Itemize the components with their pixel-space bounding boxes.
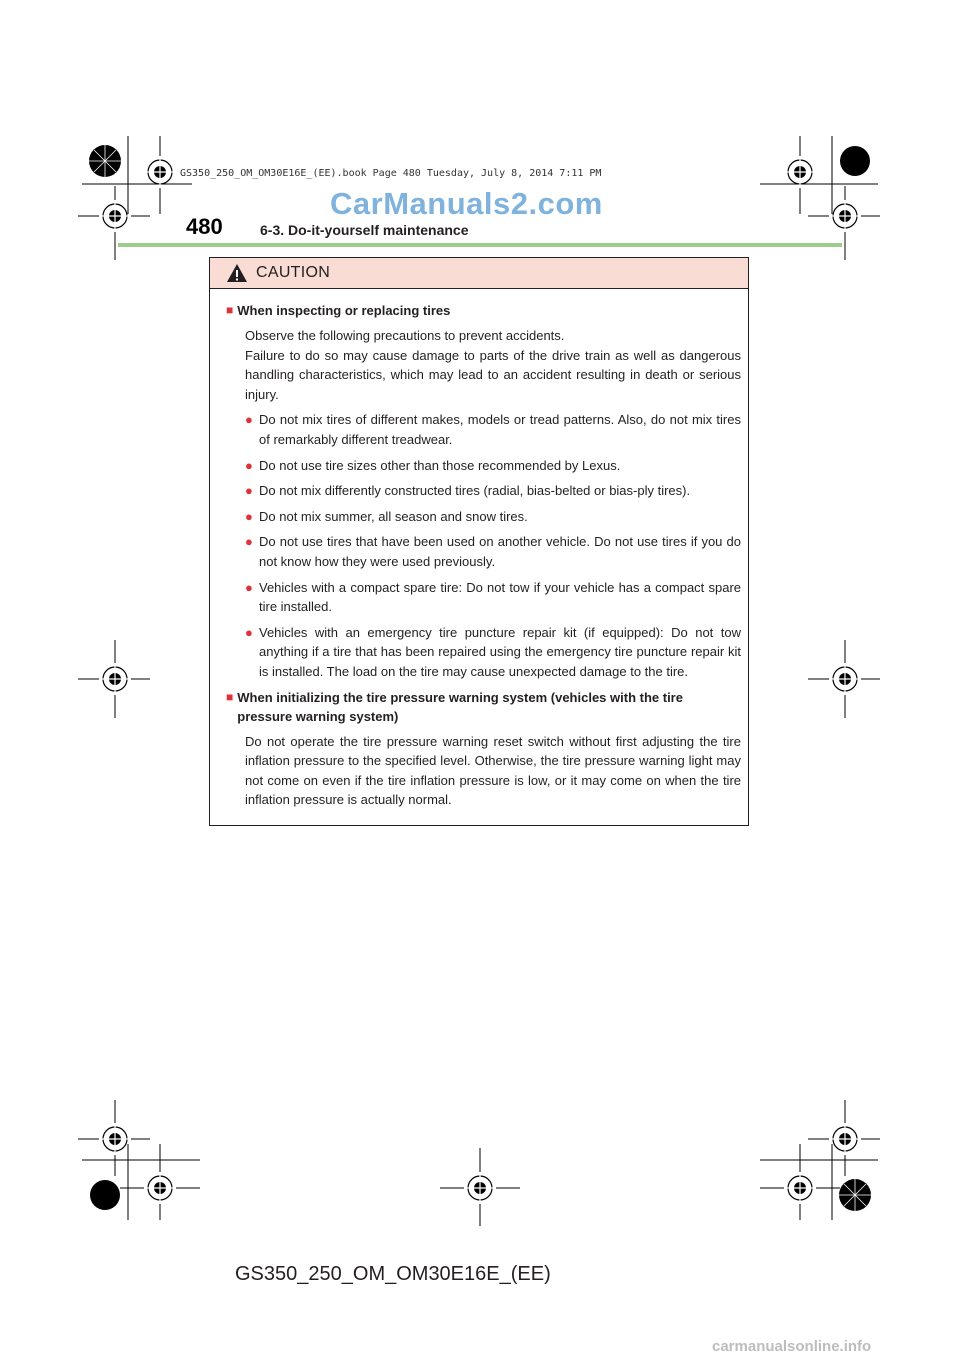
watermark-top[interactable]: CarManuals2.com <box>330 186 603 221</box>
section-heading <box>226 301 741 320</box>
square-bullet-icon: ■ <box>226 303 234 317</box>
list-item-text: Vehicles with a compact spare tire: Do not tow if your vehicle has a compact spare tire installed. <box>259 579 741 615</box>
intro-text: Observe the following precautions to prevent accidents. <box>245 328 565 343</box>
header-rule <box>118 243 842 247</box>
list-item <box>226 623 741 682</box>
round-bullet-icon: ● <box>245 534 253 550</box>
square-bullet-icon: ■ <box>226 689 234 704</box>
warning-paragraph: Do not operate the tire pressure warning reset switch without first adjusting the tire inflation pressure to the specified level. Otherwise, the tire pressure warning light may not come on even if the tire inflation pressure is low, or it may come on when the tire inflation pressure is actually normal. <box>245 733 741 808</box>
caution-header <box>210 258 748 289</box>
list-item <box>226 578 741 617</box>
caution-box <box>209 257 749 826</box>
list-item-text: Do not mix differently constructed tires (radial, bias-belted or bias-ply tires). <box>259 483 691 499</box>
warning-paragraph: Failure to do so may cause damage to parts of the drive train as well as dangerous handling characteristics, which may lead to an accident resulting in death or serious injury. <box>245 347 741 402</box>
round-bullet-icon: ● <box>245 508 253 524</box>
print-book-line: GS350_250_OM_OM30E16E_(EE).book Page 480 Tuesday, July 8, 2014 7:11 PM <box>180 168 602 179</box>
round-bullet-icon: ● <box>245 624 253 640</box>
section-heading-text: When initializing the tire pressure warning system (vehicles with the tire pressure warning system) <box>237 689 683 724</box>
list-item-text: Do not mix summer, all season and snow tires. <box>259 508 528 524</box>
list-item <box>226 456 741 476</box>
list-item-text: Vehicles with an emergency tire puncture repair kit (if equipped): Do not tow anything if a tire that has been repaired using the emergency tire puncture repair kit is installed. The load on the tire may cause unexpected damage to the tire. <box>259 624 741 679</box>
list-item-text: Do not use tire sizes other than those recommended by Lexus. <box>259 457 621 473</box>
page-number: 480 <box>186 214 223 239</box>
warning-triangle-icon <box>226 263 248 283</box>
round-bullet-icon: ● <box>245 457 253 473</box>
footer-model-code: GS350_250_OM_OM30E16E_(EE) <box>235 1263 551 1285</box>
section-heading-text: When inspecting or replacing tires <box>237 303 451 318</box>
list-item <box>226 507 741 527</box>
round-bullet-icon: ● <box>245 412 253 428</box>
list-item-text: Do not use tires that have been used on another vehicle. Do not use tires if you do not know how they were used previously. <box>259 534 741 569</box>
round-bullet-icon: ● <box>245 483 253 499</box>
round-bullet-icon: ● <box>245 579 253 595</box>
section-heading <box>226 688 741 726</box>
list-item-text: Do not mix tires of different makes, models or tread patterns. Also, do not mix tires of remarkably different treadwear. <box>259 412 741 447</box>
list-item <box>226 410 741 449</box>
list-item <box>226 532 741 571</box>
section-title: 6-3. Do-it-yourself maintenance <box>260 222 469 238</box>
watermark-bottom[interactable]: carmanualsonline.info <box>712 1338 872 1355</box>
caution-label: CAUTION <box>256 264 331 281</box>
list-item <box>226 481 741 501</box>
caution-body <box>210 289 748 810</box>
